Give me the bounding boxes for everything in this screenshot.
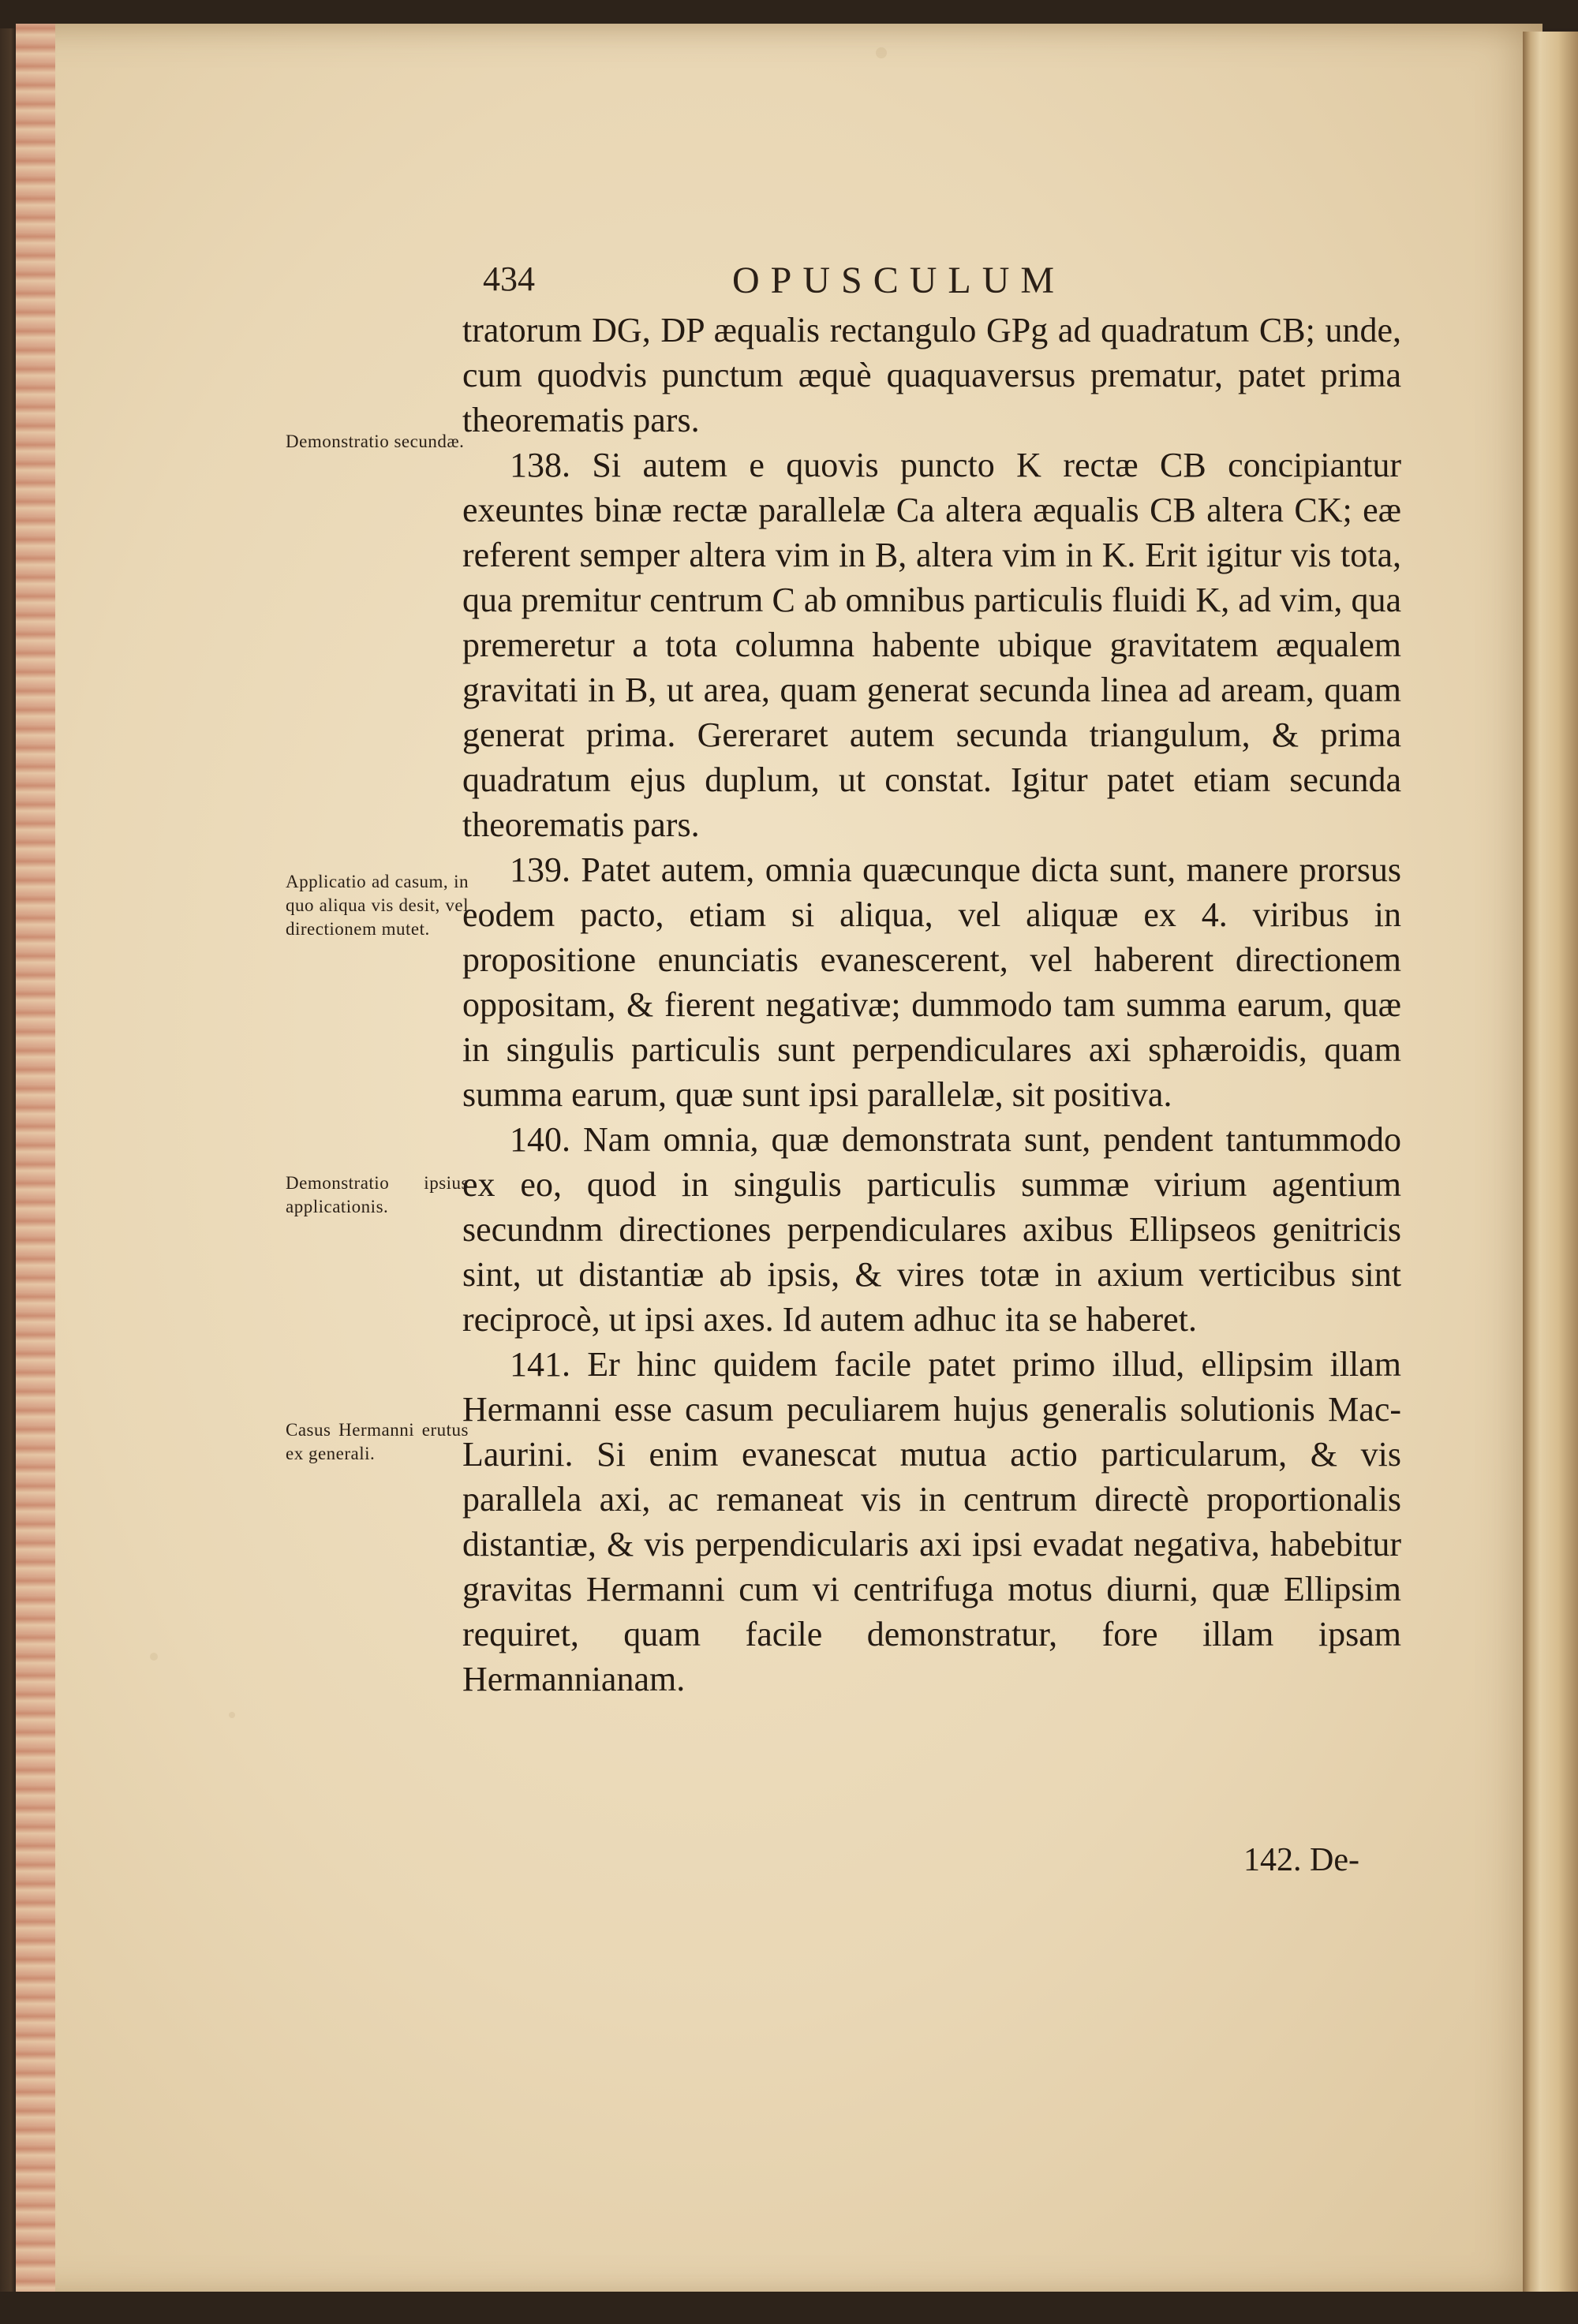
marginal-note: Applicatio ad casum, in quo aliqua vis desit, vel directionem mutet. <box>286 872 469 939</box>
paragraph-138: 138. Si autem e quovis puncto K rectæ CB concipiantur exeuntes binæ rectæ parallelæ Ca altera æqualis CB altera CK; eæ referent semper altera vim in B, altera vim in K. Erit igitur vis tota, qua premitur centrum C ab omnibus particulis fluidi K, ad vim, qua premeretur a tota columna habente ubique gravitatem æqualem gravitati in B, ut area, quam generat secunda linea ad aream, quam generat prima. Gereraret autem secunda triangulum, & prima quadratum ejus duplum, ut constat. Igitur patet etiam secunda theorematis pars. <box>462 446 1401 844</box>
scanner-background-bottom <box>0 2292 1578 2324</box>
paper-spot <box>229 1712 235 1718</box>
paragraph-141: 141. Er hinc quidem facile patet primo illud, ellipsim illam Hermanni esse casum peculiarem hujus generalis solutionis Mac-Laurini. Si enim evanescat mutua actio particularum, & vis parallela axi, ac remaneat vis in centrum directè proportionalis distantiæ, & vis perpendicularis axi ipsi evadat negativa, habebitur gravitas Hermanni cum vi centrifuga motus diurni, quæ Ellipsim requiret, quam facile demonstratur, fore illam ipsam Hermannianam. <box>462 1345 1401 1698</box>
running-head <box>483 259 1398 306</box>
marginal-note: Demonstratio secundæ. <box>286 432 465 451</box>
paper-spot <box>150 1653 158 1661</box>
catchword: 142. De- <box>1243 1842 1359 1878</box>
paragraph-continued: tratorum DG, DP æqualis rectangulo GPg ad quadratum CB; unde, cum quodvis punctum æquè quaquaversus prematur, patet prima theorematis pars. <box>462 311 1401 439</box>
facing-page-edge <box>1523 32 1578 2303</box>
marginal-note: Demonstratio ipsius applicationis. <box>286 1173 469 1216</box>
page-number: 434 <box>483 260 535 298</box>
paragraph-139: 139. Patet autem, omnia quæcunque dicta sunt, manere prorsus eodem pacto, etiam si aliqua, vel aliquæ ex 4. viribus in propositione enunciatis evanescerent, vel haberent directionem oppositam, & fierent negativæ; dummodo tam summa earum, quæ in singulis particulis sunt perpendiculares axi sphæroidis, quam summa earum, quæ sunt ipsi parallelæ, sit positiva. <box>462 850 1401 1114</box>
body-text <box>462 308 1401 1702</box>
paper-spot <box>876 47 887 58</box>
paragraph-140: 140. Nam omnia, quæ demonstrata sunt, pendent tantummodo ex eo, quod in singulis particulis summæ virium agentium secundnm directiones perpendiculares axibus Ellipseos genitricis sint, ut distantiæ ab ipsis, & vires totæ in axium verticibus sint reciprocè, ut ipsi axes. Id autem adhuc ita se haberet. <box>462 1120 1401 1339</box>
marginal-note: Casus Hermanni erutus ex generali. <box>286 1420 469 1463</box>
page-edges-left <box>16 24 55 2300</box>
running-title: OPUSCULUM <box>732 260 1066 301</box>
